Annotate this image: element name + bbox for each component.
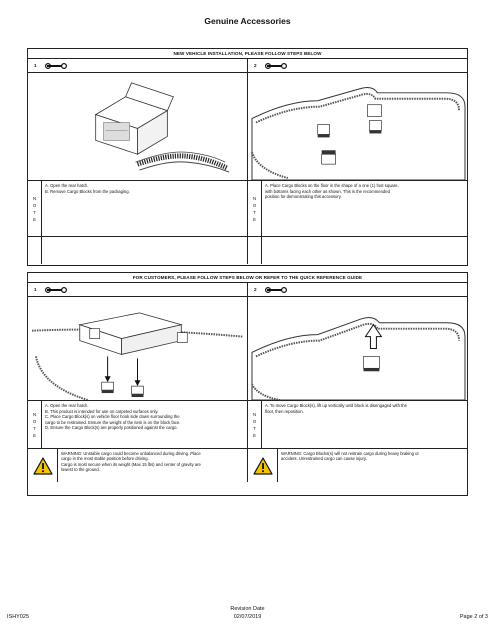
wrench-icon (45, 63, 67, 69)
note-letter: O (252, 202, 257, 208)
doc-id: ISHY025 (7, 614, 30, 620)
step-2-cell (247, 283, 467, 296)
revision-date: 02/07/2019 (233, 614, 262, 620)
customer-step-row (28, 283, 467, 297)
wrench-icon (265, 63, 287, 69)
note-left (28, 401, 247, 448)
note-letter: T (253, 209, 256, 215)
warning-row (28, 449, 467, 482)
note-line: A. Place Cargo Blocks on the floor in the shape of a one (1) foot square, with bottoms facing each other as shown. This is the recommended position for demonstrating this accessory. (265, 183, 399, 200)
illustration-place-blocks (247, 73, 467, 180)
note-line: A. To move Cargo Block(s), lift up vertically until block is disengaged with the floor, then reposition. (265, 403, 407, 414)
warning-text: WARNING: Cargo Blocks(s) will not restrain cargo during heavy braking or accident. Unrestrained cargo can cause injury. (281, 451, 419, 462)
illustration-restrain-cargo (28, 297, 247, 400)
note-line: A. Open the rear hatch. (45, 403, 89, 408)
illustration-lift-block (247, 297, 467, 400)
warning-text: WARNING: Unstable cargo could become unbalanced during driving. Place cargo in the most stable position before driving. Cargo is most secure when its weight (Max 15 lbs) and center of gravity are lowest to the ground. (61, 451, 201, 473)
wrench-icon (265, 287, 287, 293)
note-line: C. Place Cargo Block(s) on vehicle floor hook side down surrounding the cargo to be restrained. Ensure the weight of the item is on the block face. (45, 414, 181, 425)
note-text (262, 181, 467, 236)
note-left (28, 181, 247, 236)
installation-illustration-row (28, 73, 467, 181)
warning-triangle-icon (33, 457, 53, 475)
extra-right (247, 237, 467, 264)
note-line: B. Remove Cargo Blocks from the packaging. (45, 188, 130, 194)
extra-icon-cell (248, 237, 262, 264)
extra-text (262, 237, 467, 264)
customer-illustration-row (28, 297, 467, 401)
step-number: 1 (34, 63, 37, 68)
note-letter: E (253, 216, 256, 222)
note-letter: T (33, 425, 36, 431)
extra-text (42, 237, 247, 264)
customer-section-header: FOR CUSTOMERS, PLEASE FOLLOW STEPS BELOW OR REFER TO THE QUICK REFERENCE GUIDE (28, 273, 467, 283)
step-2-cell (247, 59, 467, 72)
illustration-remove-blocks (28, 73, 247, 180)
installation-extra-row (28, 237, 467, 264)
note-label (248, 401, 262, 448)
note-letter: E (33, 216, 36, 222)
step-1-cell (28, 59, 247, 72)
installation-section-header: NEW VEHICLE INSTALLATION, PLEASE FOLLOW STEPS BELOW (28, 49, 467, 59)
wrench-icon (45, 287, 67, 293)
note-letter: O (32, 418, 37, 424)
step-1-cell (28, 283, 247, 296)
note-letter: N (252, 411, 257, 417)
note-line: A. Open the rear hatch. (45, 183, 89, 188)
note-text (42, 181, 247, 236)
note-letter: E (253, 432, 256, 438)
note-letter: T (33, 209, 36, 215)
warning-right (247, 449, 467, 482)
note-text (42, 401, 247, 448)
note-label (248, 181, 262, 236)
step-number: 2 (254, 63, 257, 68)
note-line: B. This product is intended for use on carpeted surfaces only. (45, 408, 159, 414)
page-title: Genuine Accessories (204, 16, 291, 26)
note-line: D. Ensure the Cargo Block(s) are properly positioned against the cargo. (45, 425, 178, 431)
note-right (247, 401, 467, 448)
note-letter: N (32, 411, 37, 417)
customer-section (27, 272, 468, 496)
warning-left (28, 449, 247, 482)
revision-label: Revision Date (230, 606, 265, 612)
warning-icon-cell (248, 449, 278, 482)
note-letter: O (252, 418, 257, 424)
note-letter: T (253, 425, 256, 431)
note-label (28, 401, 42, 448)
installation-note-row (28, 181, 467, 237)
note-right (247, 181, 467, 236)
warning-icon-cell (28, 449, 58, 482)
extra-left (28, 237, 247, 264)
page-number: Page 2 of 3 (459, 614, 488, 620)
note-text (262, 401, 467, 448)
note-letter: O (32, 202, 37, 208)
installation-step-row (28, 59, 467, 73)
note-letter: N (32, 195, 37, 201)
note-letter: E (33, 432, 36, 438)
customer-note-row (28, 401, 467, 449)
extra-icon-cell (28, 237, 42, 264)
step-number: 1 (34, 287, 37, 292)
note-label (28, 181, 42, 236)
warning-triangle-icon (253, 457, 273, 475)
installation-section (27, 48, 468, 266)
note-letter: N (252, 195, 257, 201)
step-number: 2 (254, 287, 257, 292)
